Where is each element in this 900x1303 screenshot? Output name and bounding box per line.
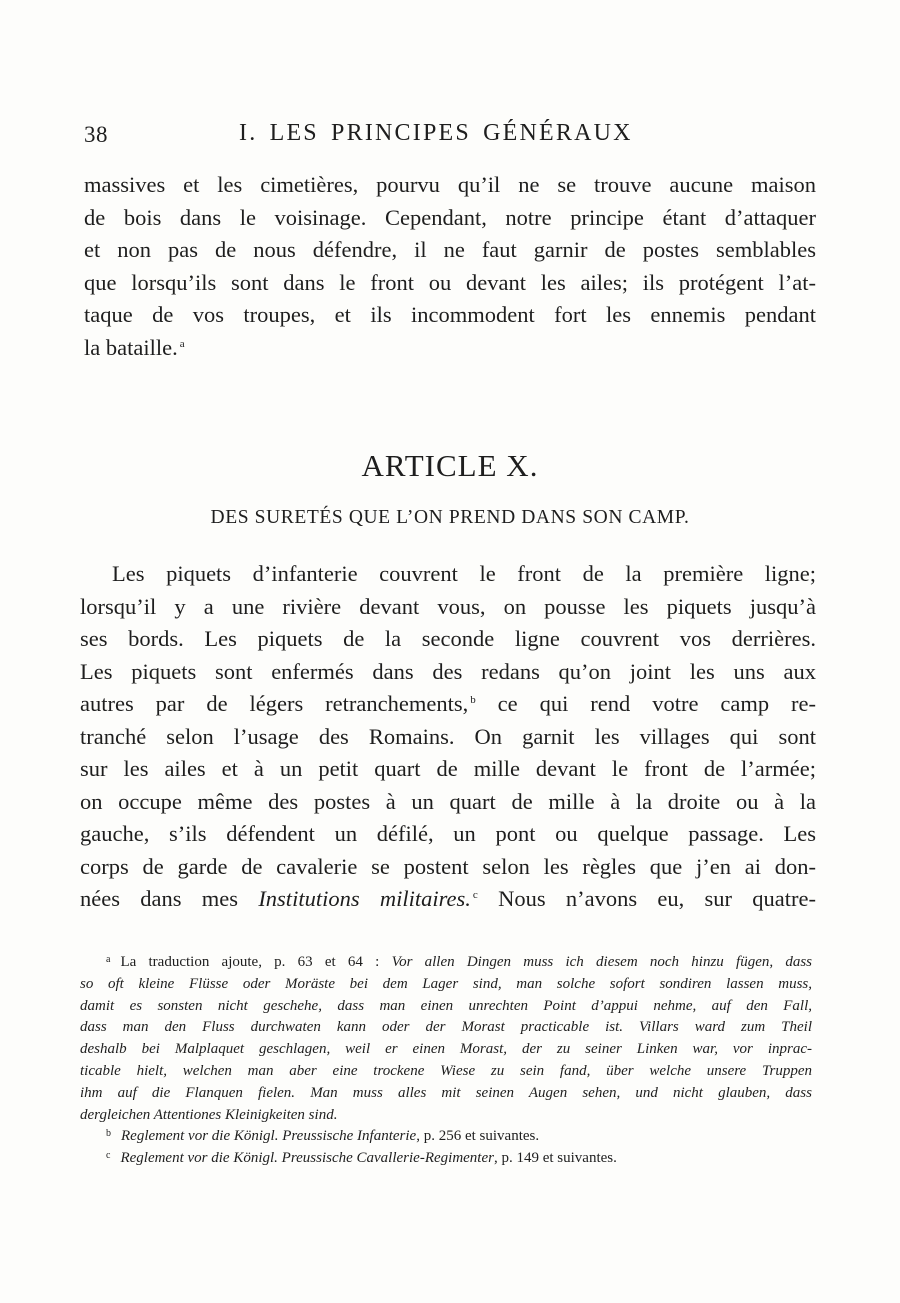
continued-paragraph	[84, 169, 816, 364]
footnotes	[80, 952, 812, 1170]
footnote-line	[80, 1148, 812, 1170]
footnote-line: so oft kleine Flüsse oder Moräste bei dem Lager sind, man solche sofort sondiren lassen muss,	[80, 975, 812, 992]
text-line-content: la bataille.	[84, 334, 178, 360]
footnote-source-title: Reglement vor die Königl. Preussische Infanterie	[121, 1128, 417, 1145]
text-segment: autres par de légers retranchements,	[80, 691, 469, 716]
running-head	[84, 120, 824, 154]
article-heading: ARTICLE X.	[361, 448, 539, 483]
footnote-line: ticable hielt, welchen man aber eine trockene Wiese zu sein fand, über welche unsere Truppen	[80, 1062, 812, 1079]
text-line: ses bords. Les piquets de la seconde ligne couvrent vos derrières.	[80, 626, 816, 651]
footnote-line: dass man den Fluss durchwaten kann oder der Morast practicable ist. Villars ward zum Theil	[80, 1019, 812, 1036]
text-line: sur les ailes et à un petit quart de mille devant le front de l’armée;	[80, 756, 816, 781]
footnote-b	[80, 1126, 812, 1148]
footnote-marker: b	[106, 1128, 111, 1140]
footnote-c	[80, 1148, 812, 1170]
footnote-line: damit es sonsten nicht geschehe, dass man einen unrechten Point d’appui nehme, auf den Fall,	[80, 997, 812, 1014]
article-paragraph	[80, 558, 816, 916]
page-number: 38	[84, 122, 108, 147]
text-line: corps de garde de cavalerie se postent selon les règles que j’en ai don-	[80, 853, 816, 879]
text-segment: Nous n’avons eu, sur quatre-	[477, 886, 817, 911]
footnote-quote: Vor allen Dingen muss ich diesem noch hinzu fügen, dass	[391, 954, 812, 970]
article-subheading: DES SURETÉS QUE L’ON PREND DANS SON CAMP.	[210, 507, 690, 528]
footnote-marker: c	[106, 1150, 111, 1162]
footnote-line	[80, 1126, 812, 1148]
text-line: et non pas de nous défendre, il ne faut garnir de postes semblables	[84, 237, 816, 262]
footnote-source-page: , p. 149 et suivantes.	[493, 1150, 617, 1167]
text-line	[80, 688, 816, 721]
footnote-line: ihm auf die Flanquen fielen. Man muss alles mit seinen Augen sehen, und nicht glauben, dass	[80, 1084, 812, 1101]
footnote-ref-b[interactable]: b	[470, 694, 476, 706]
text-line: taque de vos troupes, et ils incommodent fort les ennemis pendant	[84, 302, 816, 327]
italic-title: Institutions militaires.	[258, 886, 471, 911]
text-line: que lorsqu’ils sont dans le front ou devant les ailes; ils protégent l’at-	[84, 269, 816, 295]
text-line	[80, 883, 816, 916]
footnote-line: deshalb bei Malplaquet geschlagen, weil er einen Morast, der zu seiner Linken war, vor inprac-	[80, 1041, 812, 1058]
footnote-source-title: Reglement vor die Königl. Preussische Cavallerie-Regimenter	[120, 1150, 494, 1167]
footnote-source-page: , p. 256 et suivantes.	[416, 1128, 540, 1145]
text-line: de bois dans le voisinage. Cependant, notre principe étant d’attaquer	[84, 204, 816, 230]
text-line: massives et les cimetières, pourvu qu’il ne se trouve aucune maison	[84, 172, 816, 197]
text-line: lorsqu’il y a une rivière devant vous, on pousse les piquets jusqu’à	[80, 593, 816, 619]
footnote-intro: La traduction ajoute, p. 63 et 64 :	[120, 954, 392, 970]
text-line: tranché selon l’usage des Romains. On garnit les villages qui sont	[80, 723, 816, 749]
text-line: Les piquets sont enfermés dans des redans qu’on joint les uns aux	[80, 658, 816, 684]
text-line: gauche, s’ils défendent un défilé, un pont ou quelque passage. Les	[80, 821, 816, 846]
footnote-a	[80, 952, 812, 1126]
text-line: on occupe même des postes à un quart de mille à la droite ou à la	[80, 788, 816, 814]
footnote-ref-c[interactable]: c	[472, 889, 478, 901]
text-segment: ce qui rend votre camp re-	[475, 691, 816, 716]
footnote-line: dergleichen Attentiones Kleinigkeiten sind.	[80, 1106, 338, 1123]
footnote-line	[80, 952, 812, 974]
text-line: Les piquets d’infanterie couvrent le front de la première ligne;	[112, 561, 816, 586]
text-segment: nées dans mes	[80, 886, 259, 911]
footnote-marker: a	[106, 954, 111, 965]
text-line	[84, 332, 816, 365]
running-title: I. LES PRINCIPES GÉNÉRAUX	[239, 120, 633, 146]
footnote-ref-a[interactable]: a	[179, 337, 185, 350]
